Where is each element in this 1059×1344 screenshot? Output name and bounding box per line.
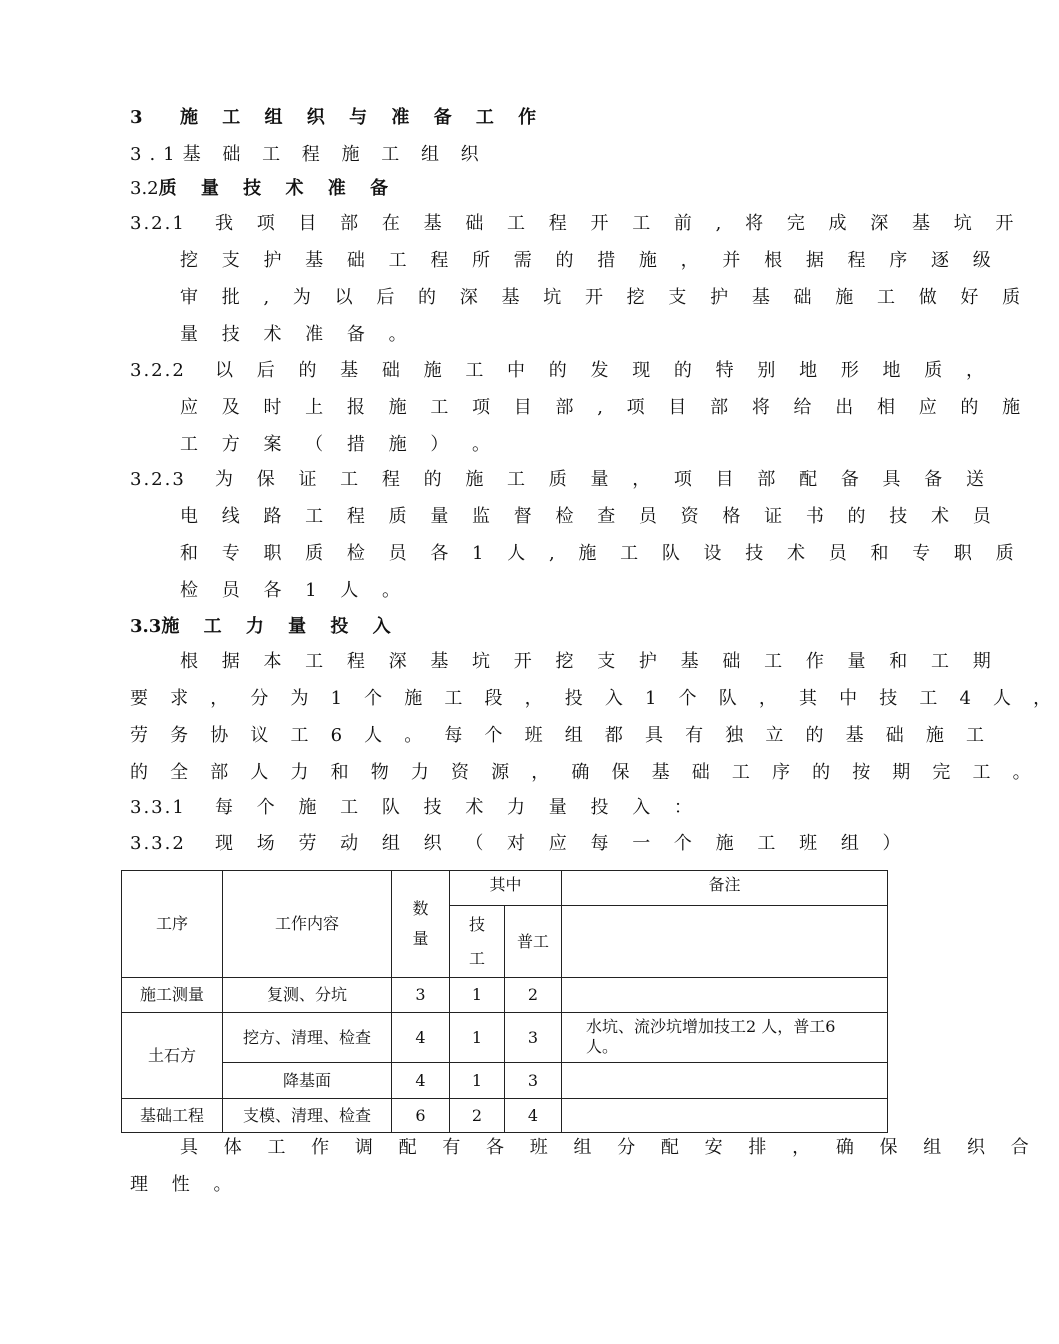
section-number: 3 xyxy=(130,107,143,128)
body-line: 要 求 ， 分 为 1 个 施 工 段 ， 投 入 1 个 队 ， 其 中 技 工 4 人 ， xyxy=(130,688,1059,709)
cell-tech: 1 xyxy=(450,1063,505,1099)
body-line: 根 据 本 工 程 深 基 坑 开 挖 支 护 基 础 工 作 量 和 工 期 xyxy=(180,651,1000,672)
para-line: 以 后 的 基 础 施 工 中 的 发 现 的 特 别 地 形 地 质 ， xyxy=(215,360,993,381)
para-number: 3.3.1 xyxy=(130,797,186,818)
cell-qty: 4 xyxy=(392,1063,450,1099)
para-number: 3.3.2 xyxy=(130,833,186,854)
para-3-2-3 xyxy=(130,468,993,492)
header-technician-line: 工 xyxy=(468,948,485,968)
cell-note xyxy=(562,1063,888,1099)
cell-tech: 1 xyxy=(450,1013,505,1063)
para-line: 挖 支 护 基 础 工 程 所 需 的 措 施 ， 并 根 据 程 序 逐 级 xyxy=(180,250,1000,271)
header-quantity-line: 量 xyxy=(412,929,429,948)
header-quantity xyxy=(392,871,450,978)
cell-note xyxy=(562,978,888,1013)
cell-tech: 1 xyxy=(450,978,505,1013)
para-number: 3.2.1 xyxy=(130,213,186,234)
cell-general: 4 xyxy=(505,1099,562,1133)
table-row xyxy=(122,1063,888,1099)
cell-content: 挖方、清理、检查 xyxy=(223,1013,392,1063)
body-line: 的 全 部 人 力 和 物 力 资 源 ， 确 保 基 础 工 序 的 按 期 完 工 。 xyxy=(130,762,1039,783)
section-3-3-heading xyxy=(130,615,400,639)
header-among: 其中 xyxy=(450,871,562,906)
cell-note: 水坑、流沙坑增加技工2 人，普工6人。 xyxy=(562,1013,888,1063)
cell-general: 3 xyxy=(505,1013,562,1063)
section-title: 质 量 技 术 准 备 xyxy=(158,178,397,199)
para-line: 审 批 , 为 以 后 的 深 基 坑 开 挖 支 护 基 础 施 工 做 好 质 xyxy=(180,287,1030,308)
section-3-2-heading xyxy=(130,177,397,201)
cell-process: 土石方 xyxy=(122,1013,223,1099)
cell-note xyxy=(562,1099,888,1133)
table-row xyxy=(122,1013,888,1063)
para-line: 为 保 证 工 程 的 施 工 质 量 ， 项 目 部 配 备 具 备 送 xyxy=(215,469,993,490)
cell-qty: 3 xyxy=(392,978,450,1013)
header-quantity-line: 数 xyxy=(412,899,429,918)
header-technician xyxy=(450,906,505,978)
body-line: 劳 务 协 议 工 6 人 。 每 个 班 组 都 具 有 独 立 的 基 础 施 工 xyxy=(130,725,993,746)
cell-process: 基础工程 xyxy=(122,1099,223,1133)
header-technician-line: 技 xyxy=(468,914,485,934)
table-row xyxy=(122,978,888,1013)
closing-line: 具 体 工 作 调 配 有 各 班 组 分 配 安 排 ， 确 保 组 织 合 xyxy=(180,1137,1039,1158)
closing-line: 理 性 。 xyxy=(130,1174,241,1195)
note-cell xyxy=(562,906,888,978)
cell-process: 施工测量 xyxy=(122,978,223,1013)
para-line: 检 员 各 1 人 。 xyxy=(180,580,410,601)
para-3-2-2 xyxy=(130,359,993,383)
header-process: 工序 xyxy=(122,871,223,978)
cell-tech: 2 xyxy=(450,1099,505,1133)
para-text: 每 个 施 工 队 技 术 力 量 投 入 ： xyxy=(215,797,701,818)
para-line: 电 线 路 工 程 质 量 监 督 检 查 员 资 格 证 书 的 技 术 员 xyxy=(180,506,1000,527)
para-3-3-1 xyxy=(130,796,701,820)
section-3-1-heading: 3.1基 础 工 程 施 工 组 织 xyxy=(130,144,487,165)
cell-content: 复测、分坑 xyxy=(223,978,392,1013)
section-number: 3.2 xyxy=(130,178,159,199)
section-3-heading xyxy=(130,106,545,130)
para-number: 3.2.2 xyxy=(130,360,186,381)
labor-table xyxy=(121,870,888,1133)
cell-qty: 4 xyxy=(392,1013,450,1063)
para-line: 量 技 术 准 备 。 xyxy=(180,324,416,345)
para-line: 和 专 职 质 检 员 各 1 人 , 施 工 队 设 技 术 员 和 专 职 质 xyxy=(180,543,1023,564)
para-3-2-1 xyxy=(130,212,1022,236)
para-line: 工 方 案 （ 措 施 ） 。 xyxy=(180,434,500,455)
table-row xyxy=(122,1099,888,1133)
cell-qty: 6 xyxy=(392,1099,450,1133)
cell-content: 降基面 xyxy=(223,1063,392,1099)
cell-general: 2 xyxy=(505,978,562,1013)
section-title: 施 工 组 织 与 准 备 工 作 xyxy=(180,107,546,128)
header-general-worker: 普工 xyxy=(505,906,562,978)
cell-content: 支模、清理、检查 xyxy=(223,1099,392,1133)
header-note: 备注 xyxy=(562,871,888,906)
cell-general: 3 xyxy=(505,1063,562,1099)
para-number: 3.2.3 xyxy=(130,469,186,490)
para-line: 我 项 目 部 在 基 础 工 程 开 工 前 , 将 完 成 深 基 坑 开 xyxy=(215,213,1023,234)
section-number: 3.3 xyxy=(130,616,162,637)
para-text: 现 场 劳 动 组 织 （ 对 应 每 一 个 施 工 班 组 ） xyxy=(215,833,910,854)
para-line: 应 及 时 上 报 施 工 项 目 部 , 项 目 部 将 给 出 相 应 的 施 xyxy=(180,397,1030,418)
section-title: 施 工 力 量 投 入 xyxy=(161,616,400,637)
para-3-3-2 xyxy=(130,832,910,856)
header-content: 工作内容 xyxy=(223,871,392,978)
